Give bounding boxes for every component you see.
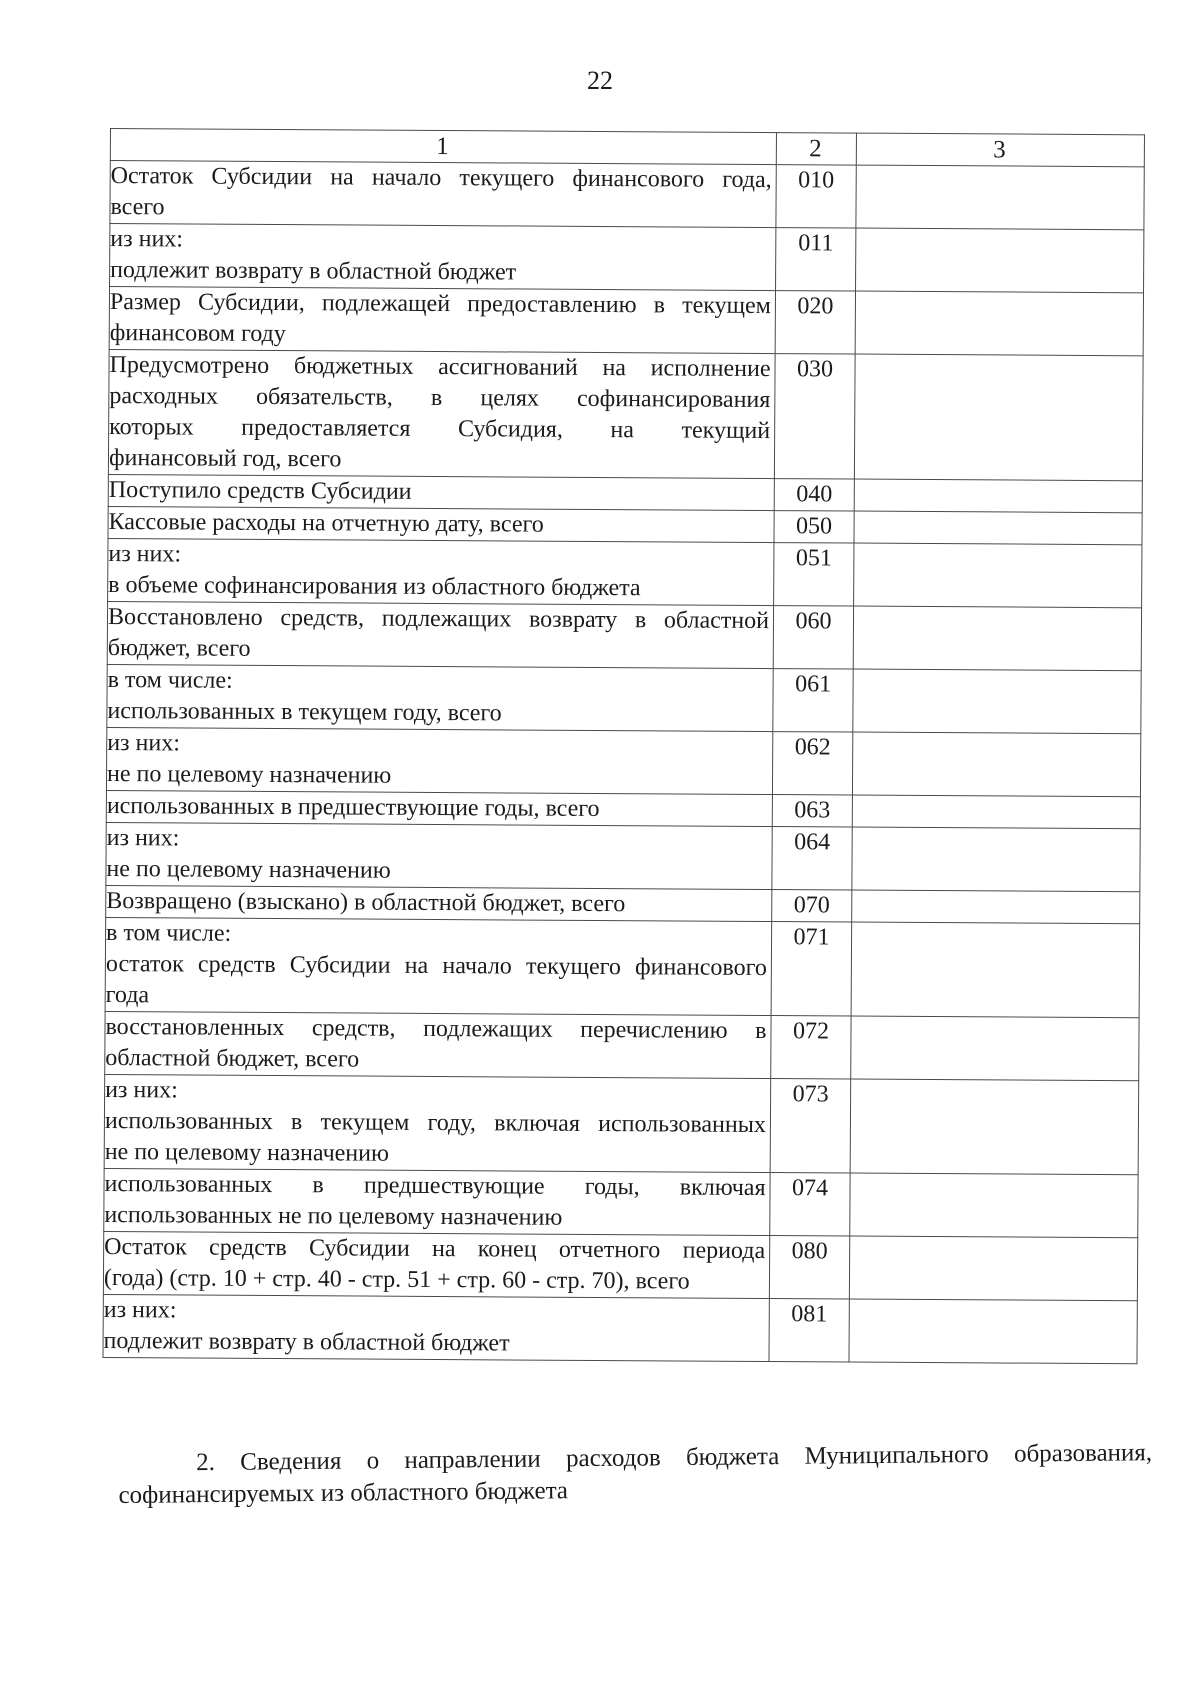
row-value-cell	[852, 827, 1140, 892]
row-name-line: Размер Субсидии, подлежащей предоставлению в текущем	[109, 289, 772, 320]
table-row	[106, 822, 1140, 891]
row-name-line: использованных в текущем году, включая использованных	[104, 1107, 767, 1139]
row-value-cell	[852, 890, 1140, 924]
row-name-cell	[107, 601, 773, 668]
row-value-cell	[849, 1236, 1137, 1301]
row-name-line: использованных в предшествующие годы, включая	[104, 1170, 766, 1202]
row-name-line: Восстановлено средств, подлежащих возврату в областной	[107, 603, 770, 635]
row-code-cell: 072	[771, 1016, 851, 1079]
row-value-cell	[855, 291, 1143, 356]
row-value-cell	[853, 669, 1141, 734]
table-row	[108, 349, 1143, 480]
row-name-line: подлежит возврату в областной бюджет	[103, 1327, 510, 1357]
row-name-cell	[105, 1011, 771, 1078]
row-name-line: которых предоставляется Субсидия, на текущий	[109, 414, 771, 445]
table-row	[105, 917, 1140, 1017]
subsidy-report-table	[102, 128, 1144, 1364]
row-name-cell	[106, 822, 772, 889]
row-name-line: из них:	[103, 1296, 177, 1324]
header-col-2: 2	[776, 133, 856, 165]
table-row	[107, 601, 1141, 670]
row-name-cell	[108, 349, 775, 478]
row-name-line: Поступило средств Субсидии	[108, 476, 412, 505]
row-name-line: всего	[110, 194, 165, 221]
row-name-line: не по целевому назначению	[106, 855, 391, 884]
row-name-line: из них:	[105, 1076, 178, 1104]
row-name-cell	[106, 790, 772, 826]
row-code-cell: 073	[770, 1079, 851, 1173]
table-row	[104, 1074, 1139, 1174]
row-value-cell	[852, 732, 1140, 797]
row-code-cell: 070	[772, 890, 852, 922]
row-value-cell	[852, 795, 1140, 829]
row-name-cell	[109, 287, 775, 354]
row-value-cell	[854, 543, 1142, 608]
row-name-line: из них:	[110, 226, 184, 253]
header-col-1: 1	[110, 129, 776, 165]
row-code-cell: 060	[773, 606, 853, 669]
row-value-cell	[851, 1016, 1139, 1081]
row-name-line: Остаток средств Субсидии на конец отчетного периода	[104, 1233, 766, 1265]
row-value-cell	[853, 606, 1141, 671]
row-value-cell	[850, 1173, 1138, 1238]
row-value-cell	[854, 479, 1142, 513]
table-row	[105, 1011, 1139, 1080]
row-name-line: в том числе:	[107, 666, 233, 694]
row-value-cell	[856, 228, 1144, 293]
row-name-line: из них:	[107, 729, 181, 757]
row-value-cell	[850, 1079, 1139, 1175]
row-name-line: расходных обязательств, в целях софинансирования	[109, 383, 771, 414]
row-name-cell	[106, 727, 772, 794]
row-code-cell: 064	[772, 827, 852, 890]
row-code-cell: 081	[769, 1299, 849, 1362]
row-name-cell	[108, 474, 774, 510]
row-name-line: Кассовые расходы на отчетную дату, всего	[108, 508, 544, 538]
row-name-cell	[110, 224, 776, 291]
row-code-cell: 080	[769, 1236, 849, 1299]
row-name-cell	[104, 1074, 771, 1172]
row-name-line: использованных в предшествующие годы, всего	[106, 792, 600, 823]
table-row	[106, 727, 1140, 796]
row-name-line: в том числе:	[106, 919, 232, 947]
row-name-cell	[103, 1294, 769, 1361]
row-value-cell	[856, 165, 1144, 230]
row-name-line: использованных не по целевому назначению	[104, 1201, 563, 1231]
row-code-cell: 011	[776, 228, 856, 291]
row-name-line: не по целевому назначению	[104, 1138, 390, 1167]
table-row	[103, 1231, 1137, 1300]
row-code-cell: 061	[773, 669, 853, 732]
row-code-cell: 071	[771, 922, 852, 1016]
row-value-cell	[854, 354, 1143, 481]
row-name-cell	[107, 664, 773, 731]
row-value-cell	[854, 511, 1142, 545]
table-body	[103, 129, 1144, 1364]
row-name-line: финансовом году	[109, 320, 286, 348]
row-code-cell: 010	[776, 165, 856, 228]
row-name-cell	[106, 885, 772, 921]
row-name-cell	[104, 1168, 770, 1235]
row-name-line: подлежит возврату в областной бюджет	[110, 257, 517, 286]
row-name-line: бюджет, всего	[107, 634, 251, 662]
row-name-line: финансовый год, всего	[108, 445, 342, 473]
row-name-line: из них:	[106, 824, 180, 852]
table-row	[107, 664, 1141, 733]
header-col-3: 3	[856, 133, 1144, 167]
table-row	[103, 1294, 1137, 1363]
row-code-cell: 051	[774, 543, 854, 606]
row-name-line: не по целевому назначению	[106, 760, 392, 789]
table-row	[104, 1168, 1138, 1237]
row-name-cell	[108, 506, 774, 542]
row-name-line: из них:	[108, 540, 182, 568]
row-value-cell	[849, 1299, 1137, 1364]
row-name-line: (года) (стр. 10 + стр. 40 - стр. 51 + стр. 60 - стр. 70), всего	[103, 1264, 690, 1295]
row-code-cell: 074	[770, 1173, 850, 1236]
row-name-line: остаток средств Субсидии на начало текущего финансового	[105, 950, 767, 982]
row-name-line: в объеме софинансирования из областного бюджета	[108, 571, 641, 602]
table-row	[109, 287, 1143, 356]
row-name-line: восстановленных средств, подлежащих перечислению в	[105, 1013, 767, 1045]
row-name-cell	[108, 538, 774, 605]
row-name-line: Предусмотрено бюджетных ассигнований на исполнение	[109, 352, 771, 383]
row-code-cell: 062	[772, 732, 852, 795]
row-name-line: областной бюджет, всего	[105, 1044, 360, 1073]
row-name-line: Возвращено (взыскано) в областной бюджет, всего	[106, 887, 626, 918]
page-number: 22	[587, 66, 613, 95]
row-name-line: года	[105, 981, 150, 1009]
table-row	[110, 161, 1144, 230]
section-heading: 2. Сведения о направлении расходов бюджета Муниципального образования, софинансируемых из областного бюджета	[118, 1439, 1153, 1509]
row-name-cell	[110, 161, 776, 228]
row-code-cell: 030	[774, 354, 855, 479]
row-code-cell: 040	[774, 479, 854, 511]
table-row	[108, 538, 1142, 607]
row-code-cell: 020	[775, 291, 855, 354]
row-name-line: Остаток Субсидии на начало текущего финансового года,	[110, 163, 772, 194]
row-name-line: использованных в текущем году, всего	[107, 697, 502, 727]
row-code-cell: 050	[774, 511, 854, 543]
table-row	[110, 224, 1144, 293]
row-name-cell	[103, 1231, 769, 1298]
row-code-cell: 063	[772, 795, 852, 827]
row-name-cell	[105, 917, 772, 1015]
row-value-cell	[851, 922, 1140, 1018]
